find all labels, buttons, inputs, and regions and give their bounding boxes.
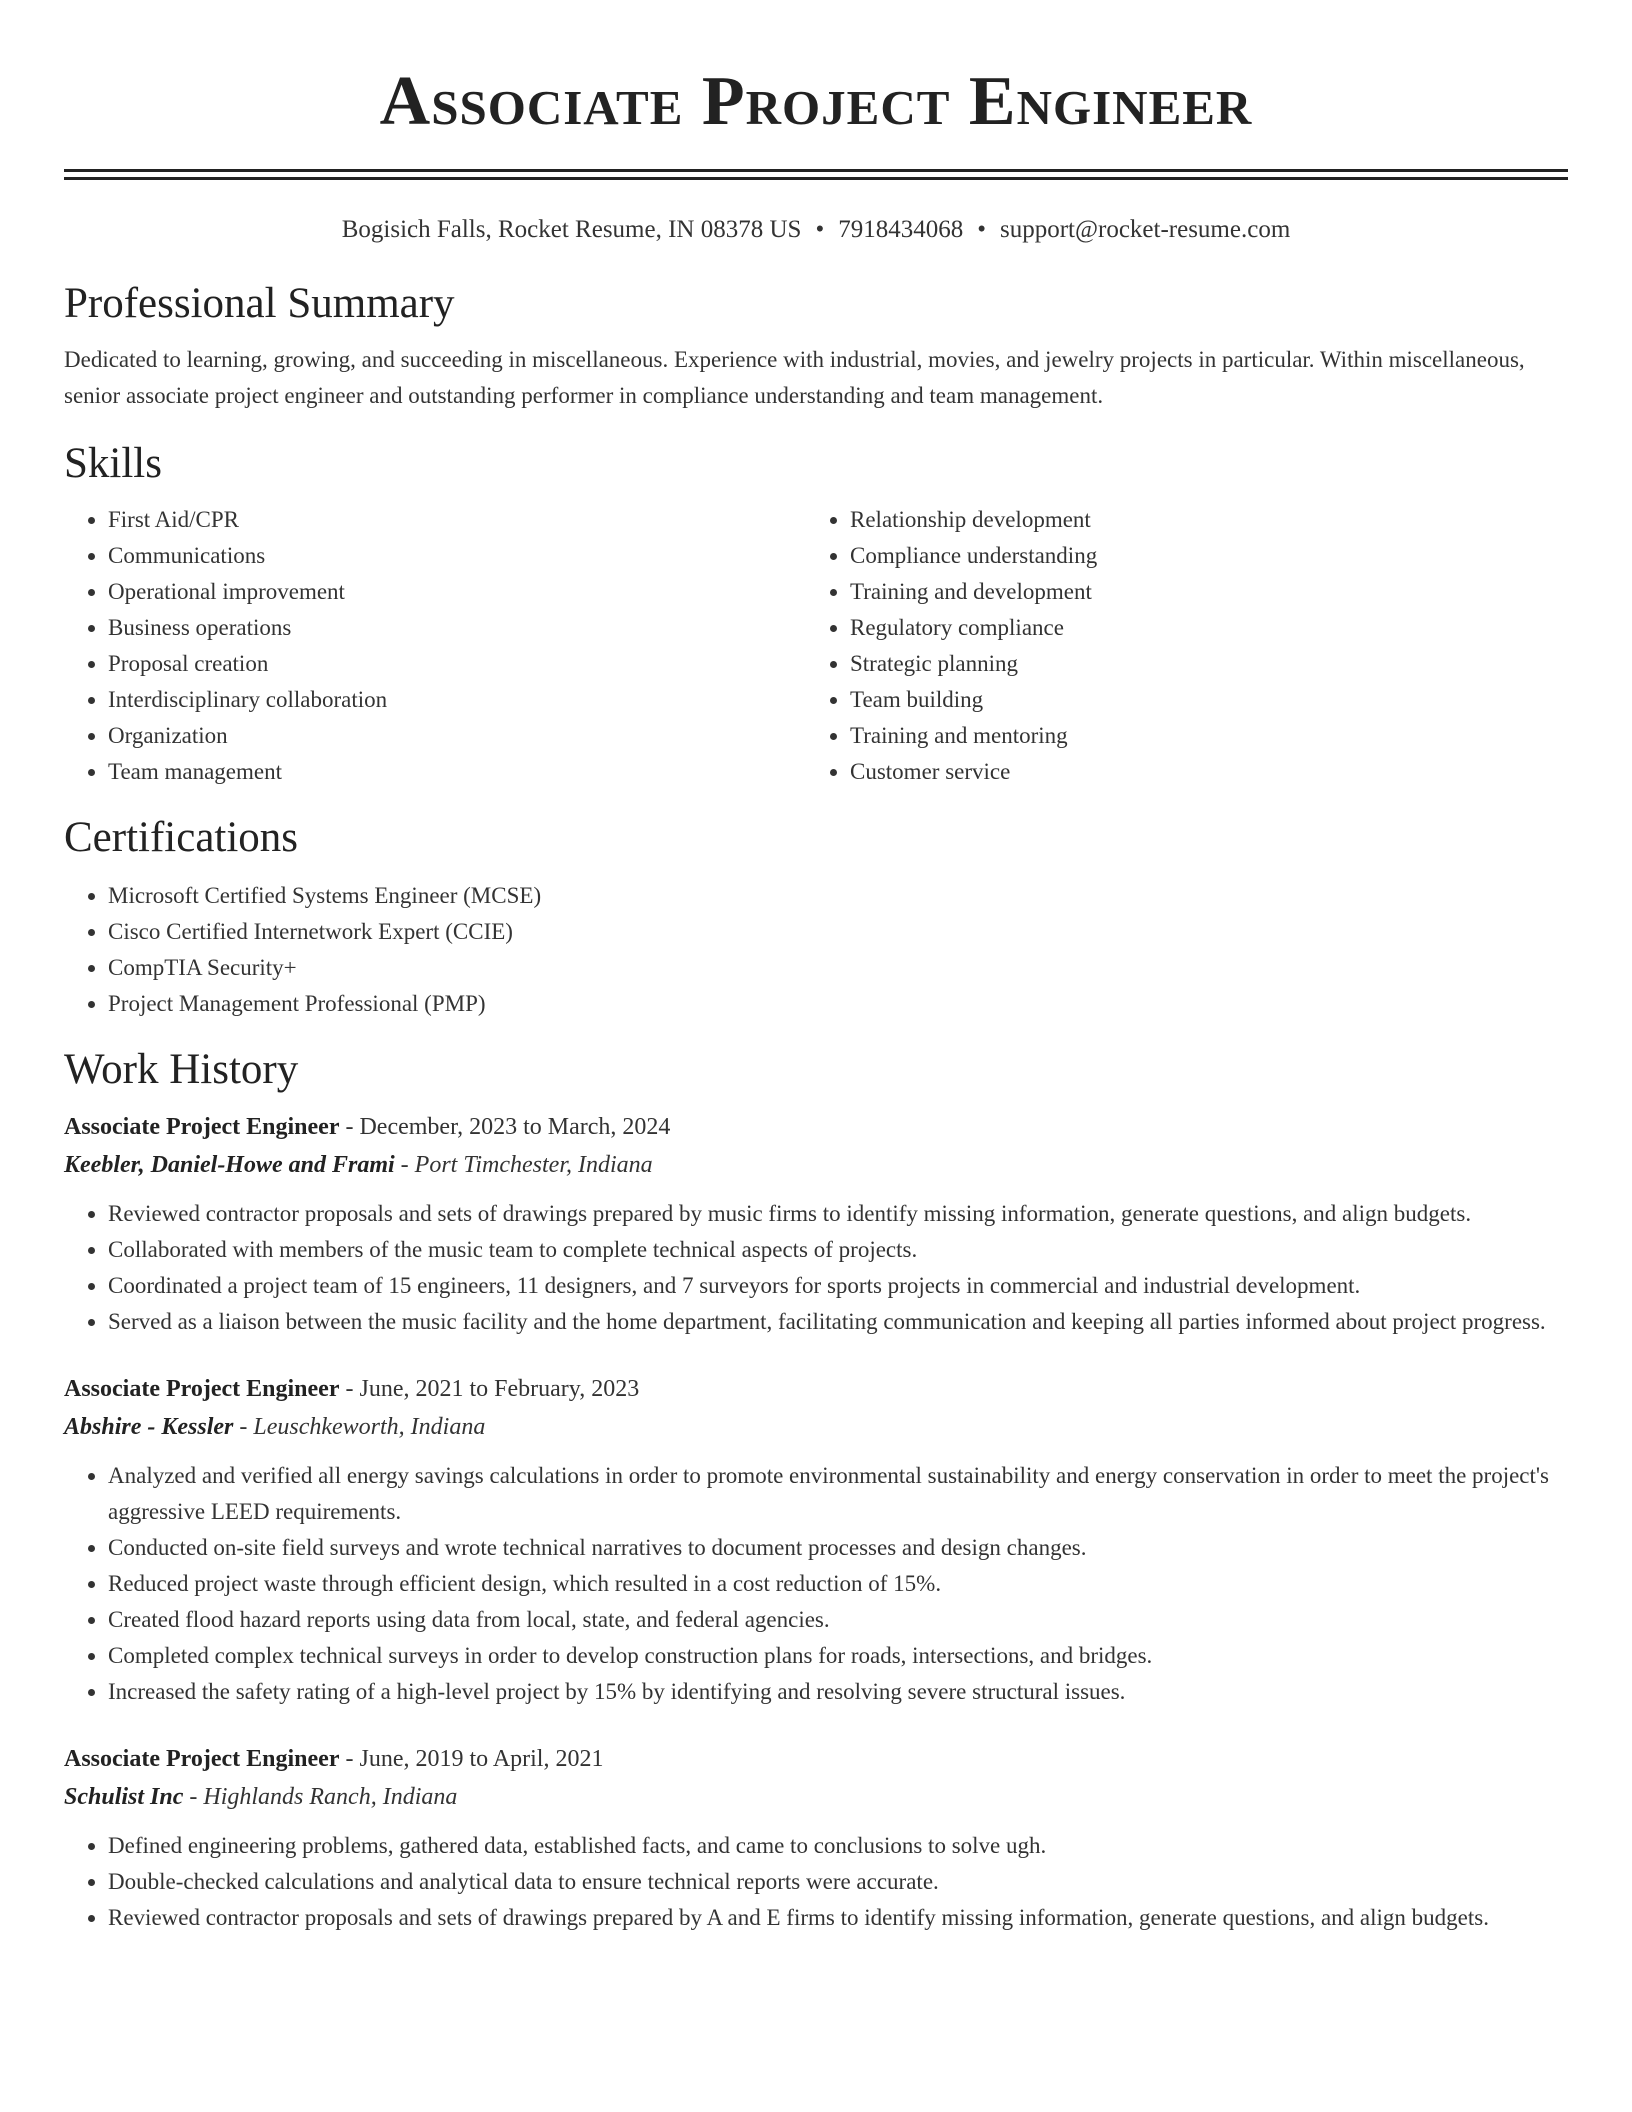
summary-heading: Professional Summary (64, 280, 455, 327)
job-dates: - June, 2019 to April, 2021 (339, 1746, 604, 1772)
job-company: Keebler, Daniel-Howe and Frami (64, 1152, 395, 1178)
skill-item: • Training and development (850, 574, 1548, 610)
certification-item: • Project Management Professional (PMP) (108, 986, 1568, 1022)
skill-item: • First Aid/CPR (108, 502, 806, 538)
certification-item: • Microsoft Certified Systems Engineer (MCSE) (108, 878, 1568, 914)
job-company: Abshire - Kessler (64, 1414, 234, 1440)
job-header (64, 1370, 1568, 1408)
job-title: Associate Project Engineer (64, 1376, 340, 1402)
skill-item: • Organization (108, 718, 806, 754)
job-bullets (64, 1458, 1568, 1710)
job-title: Associate Project Engineer (64, 1114, 340, 1140)
skill-item: • Strategic planning (850, 646, 1548, 682)
job-bullet: • Defined engineering problems, gathered data, established facts, and came to conclusions to solve ugh. (108, 1828, 1568, 1864)
skill-item: • Business operations (108, 610, 806, 646)
certification-item: • Cisco Certified Internetwork Expert (CCIE) (108, 914, 1568, 950)
title-rule-thin (64, 177, 1568, 180)
job-bullet: • Reduced project waste through efficient design, which resulted in a cost reduction of 15%. (108, 1566, 1568, 1602)
summary-text: Dedicated to learning, growing, and succeeding in miscellaneous. Experience with industrial, movies, and jewelry projects in particular. Within miscellaneous, senior associate project engineer and outstanding performer in compliance understanding and team management. (64, 347, 1525, 408)
job-employer (64, 1146, 1568, 1184)
skill-item: • Customer service (850, 754, 1548, 790)
skill-item: • Operational improvement (108, 574, 806, 610)
skills-column-left (64, 502, 806, 790)
skill-item: • Training and mentoring (850, 718, 1548, 754)
job-location: - Leuschkeworth, Indiana (233, 1414, 486, 1440)
skill-item: • Compliance understanding (850, 538, 1548, 574)
job-header (64, 1108, 1568, 1146)
job-entry (64, 1740, 1568, 1936)
job-bullets (64, 1196, 1568, 1340)
skill-item: • Communications (108, 538, 806, 574)
skill-item: • Interdisciplinary collaboration (108, 682, 806, 718)
certification-item: • CompTIA Security+ (108, 950, 1568, 986)
job-bullet: • Increased the safety rating of a high-level project by 15% by identifying and resolving severe structural issues. (108, 1674, 1568, 1710)
job-employer (64, 1408, 1568, 1446)
resume-page (64, 0, 1568, 1936)
skill-item: • Team management (108, 754, 806, 790)
contact-line (64, 214, 1568, 246)
skills-heading: Skills (64, 440, 162, 487)
certifications-list (64, 878, 1568, 1022)
work-history-heading: Work History (64, 1046, 299, 1093)
job-bullet: • Served as a liaison between the music facility and the home department, facilitating communication and keeping all parties informed about project progress. (108, 1304, 1568, 1340)
skill-item: • Proposal creation (108, 646, 806, 682)
contact-email: support@rocket-resume.com (999, 216, 1291, 243)
certifications-heading: Certifications (64, 814, 299, 861)
job-header (64, 1740, 1568, 1778)
job-bullet: • Reviewed contractor proposals and sets of drawings prepared by A and E firms to identify missing information, generate questions, and align budgets. (108, 1900, 1568, 1936)
contact-phone: 7918434068 (838, 216, 964, 243)
job-bullet: • Double-checked calculations and analytical data to ensure technical reports were accurate. (108, 1864, 1568, 1900)
skill-item: • Regulatory compliance (850, 610, 1548, 646)
job-dates: - December, 2023 to March, 2024 (339, 1114, 671, 1140)
contact-separator: • (815, 216, 825, 243)
contact-address: Bogisich Falls, Rocket Resume, IN 08378 US (341, 216, 802, 243)
skills-list-right (806, 502, 1548, 790)
skills-column-right (806, 502, 1548, 790)
job-bullet: • Completed complex technical surveys in order to develop construction plans for roads, intersections, and bridges. (108, 1638, 1568, 1674)
job-company: Schulist Inc (64, 1784, 184, 1810)
job-title: Associate Project Engineer (64, 1746, 340, 1772)
skill-item: • Relationship development (850, 502, 1548, 538)
contact-separator: • (977, 216, 986, 243)
job-bullet: • Coordinated a project team of 15 engineers, 11 designers, and 7 surveyors for sports projects in commercial and industrial development. (108, 1268, 1568, 1304)
skill-item: • Team building (850, 682, 1548, 718)
skills-list-left (64, 502, 806, 790)
title-rule-thick (64, 169, 1568, 172)
job-bullet: • Collaborated with members of the music team to complete technical aspects of projects. (108, 1232, 1568, 1268)
job-bullet: • Analyzed and verified all energy savings calculations in order to promote environmental sustainability and energy conservation in order to meet the project's aggressive LEED requirements. (108, 1458, 1568, 1530)
page-title: Associate Project Engineer (379, 63, 1253, 140)
job-entry (64, 1108, 1568, 1340)
job-bullet: • Conducted on-site field surveys and wrote technical narratives to document processes and design changes. (108, 1530, 1568, 1566)
job-bullet: • Created flood hazard reports using data from local, state, and federal agencies. (108, 1602, 1568, 1638)
job-bullet: • Reviewed contractor proposals and sets of drawings prepared by music firms to identify missing information, generate questions, and align budgets. (108, 1196, 1568, 1232)
job-bullets (64, 1828, 1568, 1936)
skills-columns (64, 502, 1568, 790)
job-location: - Port Timchester, Indiana (394, 1152, 653, 1178)
job-dates: - June, 2021 to February, 2023 (339, 1376, 640, 1402)
job-entry (64, 1370, 1568, 1710)
job-employer (64, 1778, 1568, 1816)
job-location: - Highlands Ranch, Indiana (183, 1784, 458, 1810)
